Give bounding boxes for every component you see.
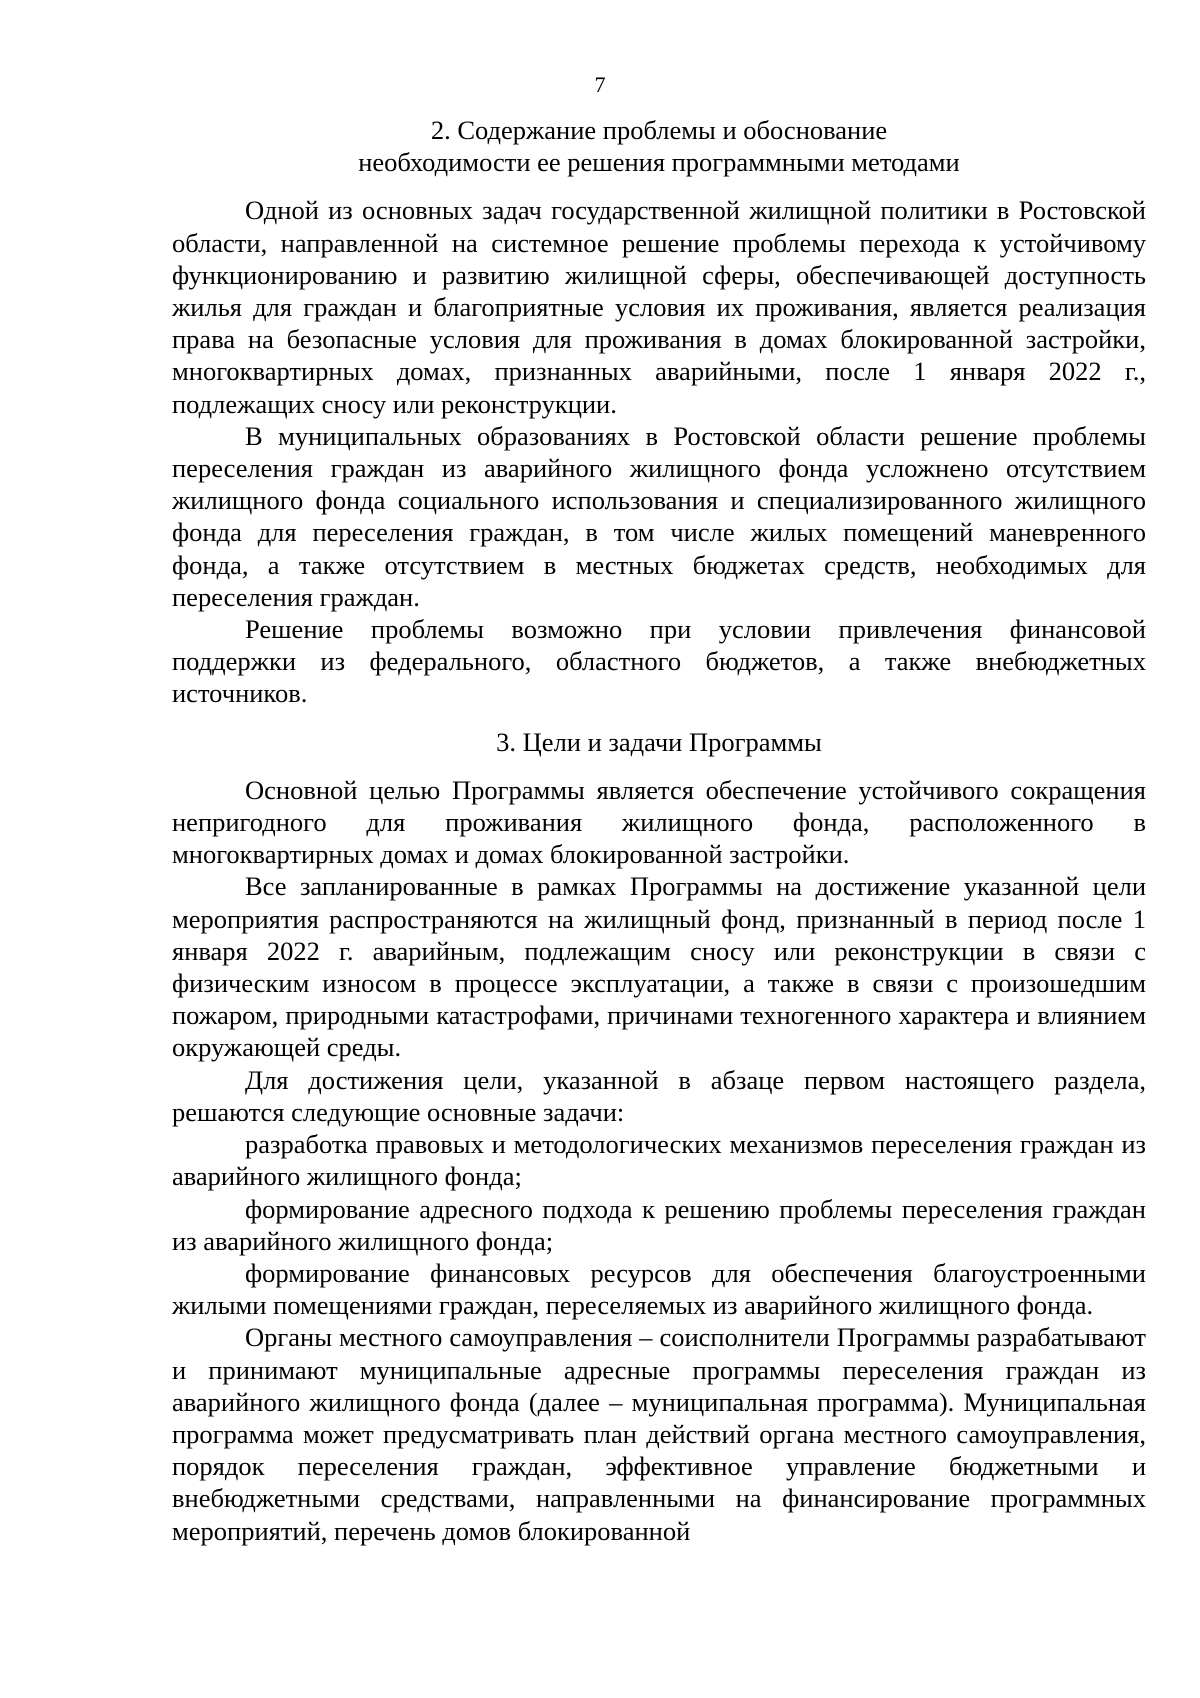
section-3-task-item-3: формирование финансовых ресурсов для обеспечения благоустроенными жилыми помещениями граждан, переселяемых из аварийного жилищного фонда.: [172, 1257, 1146, 1321]
section-3-paragraph-1: Основной целью Программы является обеспечение устойчивого сокращения непригодного для проживания жилищного фонда, расположенного в многоквартирных домах и домах блокированной застройки.: [172, 774, 1146, 870]
section-2-heading-line-2: необходимости ее решения программными методами: [358, 147, 960, 178]
section-2-heading: [172, 114, 1146, 178]
section-3-paragraph-2: Все запланированные в рамках Программы на достижение указанной цели мероприятия распространяются на жилищный фонд, признанный в период после 1 января 2022 г. аварийным, подлежащим сносу или реконструкции в связи с физическим износом в процессе эксплуатации, а также в связи с произошедшим пожаром, природными катастрофами, причинами техногенного характера и влиянием окружающей среды.: [172, 871, 1146, 1063]
section-2-paragraph-3: Решение проблемы возможно при условии привлечения финансовой поддержки из федерального, областного бюджетов, а также внебюджетных источников.: [172, 614, 1146, 709]
section-3-paragraph-4: Органы местного самоуправления – соисполнители Программы разрабатывают и принимают муниципальные адресные программы переселения граждан из аварийного жилищного фонда (далее – муниципальная программа). Муниципальная программа может предусматривать план действий органа местного самоуправления, порядок переселения граждан, эффективное управление бюджетными и внебюджетными средствами, направленными на финансирование программных мероприятий, перечень домов блокированной: [172, 1322, 1146, 1546]
page-number: 7: [594, 72, 606, 97]
section-2-paragraph-2: В муниципальных образованиях в Ростовской области решение проблемы переселения граждан из аварийного жилищного фонда усложнено отсутствием жилищного фонда социального использования и специализированного жилищного фонда для переселения граждан, в том числе жилых помещений маневренного фонда, а также отсутствием в местных бюджетах средств, необходимых для переселения граждан.: [172, 420, 1146, 612]
section-2-heading-line-1: 2. Содержание проблемы и обоснование: [430, 115, 888, 145]
section-3-task-item-1: разработка правовых и методологических механизмов переселения граждан из аварийного жилищного фонда;: [172, 1129, 1146, 1192]
section-3-heading: 3. Цели и задачи Программы: [496, 726, 822, 757]
section-3-task-item-2: формирование адресного подхода к решению проблемы переселения граждан из аварийного жилищного фонда;: [172, 1193, 1146, 1256]
page-content: [172, 114, 1146, 1547]
section-3-paragraph-3: Для достижения цели, указанной в абзаце первом настоящего раздела, решаются следующие основные задачи:: [172, 1064, 1146, 1127]
section-2-paragraph-1: Одной из основных задач государственной жилищной политики в Ростовской области, направленной на системное решение проблемы перехода к устойчивому функционированию и развитию жилищной сферы, обеспечивающей доступность жилья для граждан и благоприятные условия их проживания, является реализация права на безопасные условия для проживания в домах блокированной застройки, многоквартирных домах, признанных аварийными, после 1 января 2022 г., подлежащих сносу или реконструкции.: [172, 195, 1146, 419]
